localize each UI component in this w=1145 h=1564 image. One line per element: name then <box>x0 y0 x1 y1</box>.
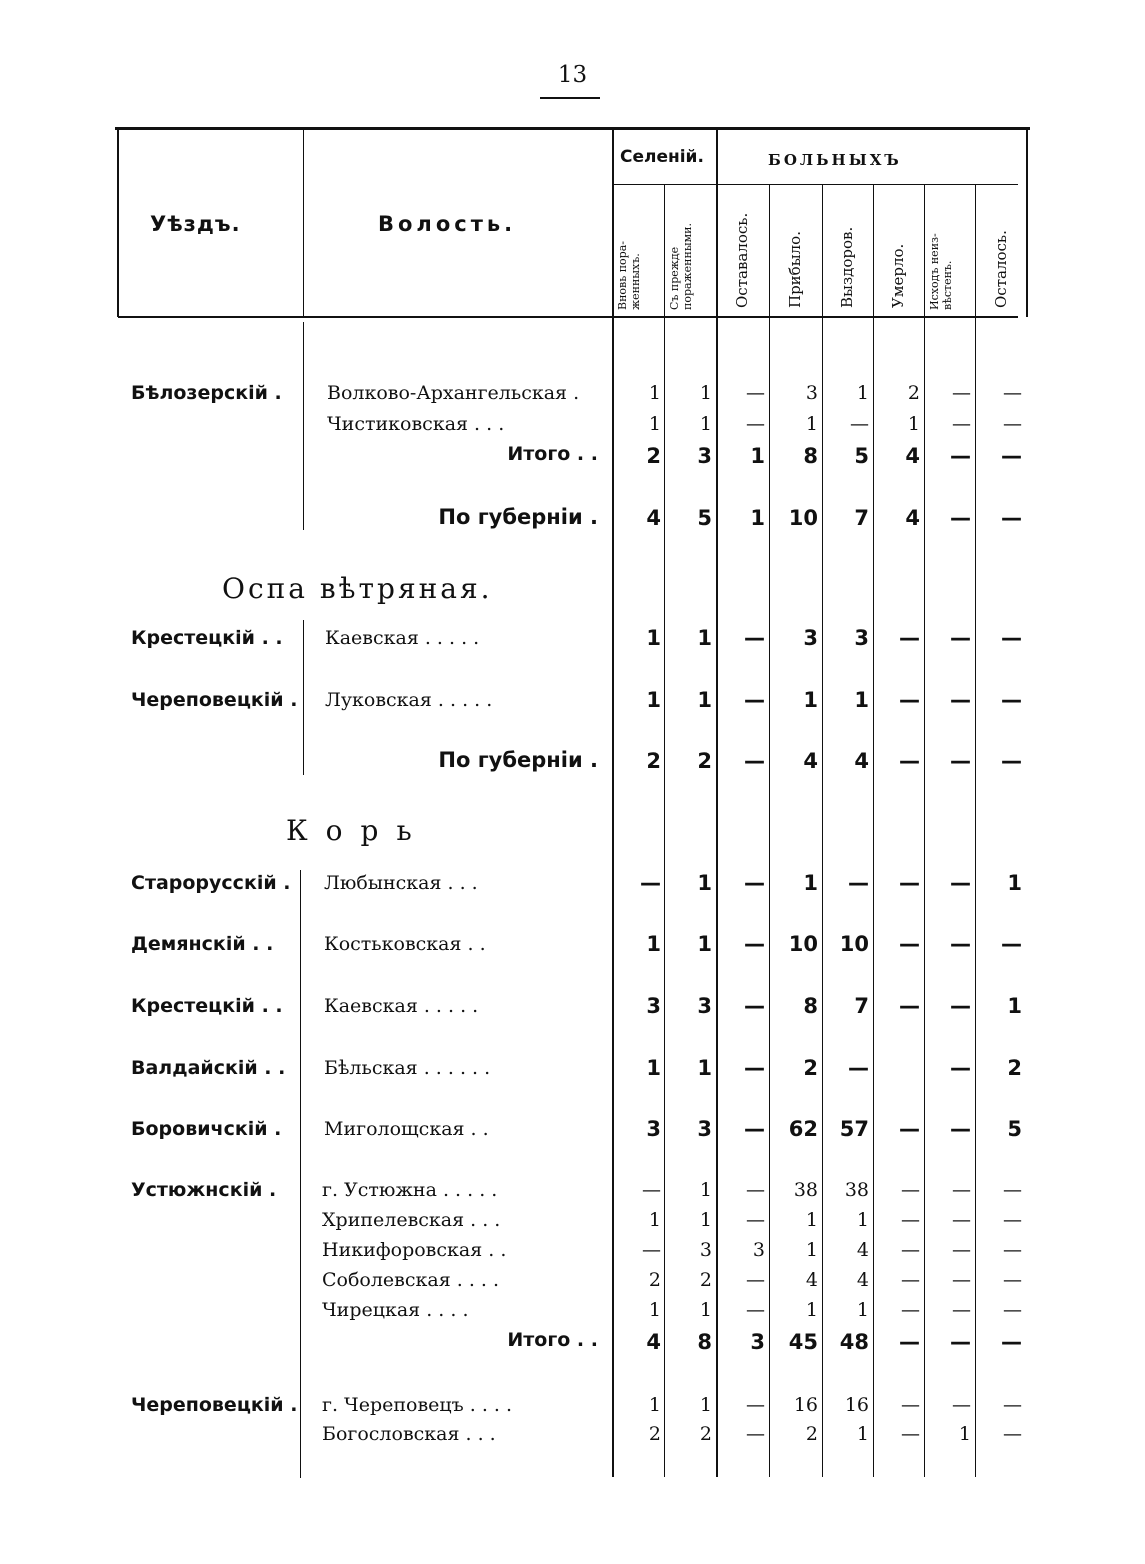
value-cell: — <box>899 626 920 650</box>
value-cell: 4 <box>854 749 869 773</box>
value-cell: 1 <box>646 626 661 650</box>
value-cell: — <box>744 749 765 773</box>
value-cell: — <box>899 1330 920 1354</box>
value-cell: 3 <box>805 382 818 404</box>
value-cell: 1 <box>646 932 661 956</box>
value-cell: 1 <box>646 688 661 712</box>
value-cell: 1 <box>699 1179 712 1201</box>
value-cell: 7 <box>854 994 869 1018</box>
value-cell: 1 <box>854 688 869 712</box>
value-cell: — <box>950 626 971 650</box>
value-cell: 10 <box>839 932 869 956</box>
value-cell: — <box>848 1056 869 1080</box>
value-cell: 1 <box>648 1209 661 1231</box>
value-cell: 4 <box>805 1269 818 1291</box>
page-number: 13 <box>557 62 588 88</box>
value-cell: — <box>746 1423 765 1445</box>
value-cell: — <box>746 1269 765 1291</box>
value-cell: 5 <box>697 506 712 530</box>
header-bolnykh: больныхъ <box>768 145 902 171</box>
volost-cell: Каевская . . . . . <box>324 995 479 1017</box>
volost-cell: Хрипелевская . . . <box>322 1209 501 1231</box>
value-cell: 1 <box>907 413 920 435</box>
volost-cell: Костьковская . . <box>324 933 486 955</box>
value-cell: 1 <box>697 626 712 650</box>
value-cell: — <box>899 994 920 1018</box>
value-cell: — <box>1003 413 1022 435</box>
uezd-cell: Демянскій . . <box>131 933 274 955</box>
value-cell: 1 <box>856 1209 869 1231</box>
value-cell: — <box>1001 1330 1022 1354</box>
total-label: Итого . . <box>507 443 598 465</box>
value-cell: — <box>744 1056 765 1080</box>
volost-cell: Луковская . . . . . <box>325 689 493 711</box>
value-cell: 3 <box>803 626 818 650</box>
uezd-cell: Крестецкій . . <box>131 627 283 649</box>
value-cell: 2 <box>803 1056 818 1080</box>
value-cell: 38 <box>844 1179 869 1201</box>
volost-cell: Богословская . . . <box>322 1423 496 1445</box>
value-cell: — <box>1003 382 1022 404</box>
value-cell: 1 <box>805 413 818 435</box>
value-cell: — <box>848 871 869 895</box>
header-col-4: Прибыло. <box>786 231 804 308</box>
value-cell: — <box>952 1239 971 1261</box>
section-title-ospa: Оспа вѣтряная. <box>222 572 493 605</box>
value-cell: — <box>899 1117 920 1141</box>
value-cell: 5 <box>1007 1117 1022 1141</box>
value-cell: — <box>744 871 765 895</box>
value-cell: — <box>1001 932 1022 956</box>
value-cell: 1 <box>805 1209 818 1231</box>
value-cell: — <box>952 1394 971 1416</box>
page-number-rule <box>540 97 600 99</box>
volost-cell: Чирецкая . . . . <box>322 1299 469 1321</box>
header-bottom-rule <box>118 316 1018 318</box>
value-cell: 4 <box>856 1239 869 1261</box>
value-cell: 7 <box>854 506 869 530</box>
uezd-cell: Старорусскій . <box>131 872 291 894</box>
header-col-7: Исходъ неиз- вѣстенъ. <box>928 233 954 310</box>
value-cell: — <box>952 1269 971 1291</box>
value-cell: 1 <box>699 1209 712 1231</box>
value-cell: 1 <box>1007 994 1022 1018</box>
header-uezd: Уѣздъ. <box>150 212 241 236</box>
value-cell: 5 <box>854 444 869 468</box>
value-cell: — <box>1003 1423 1022 1445</box>
value-cell: 1 <box>648 413 661 435</box>
value-cell: — <box>850 413 869 435</box>
value-cell: 2 <box>648 1423 661 1445</box>
value-cell: — <box>642 1179 661 1201</box>
value-cell: 8 <box>803 994 818 1018</box>
value-cell: 1 <box>646 1056 661 1080</box>
value-cell: 4 <box>803 749 818 773</box>
value-cell: — <box>950 749 971 773</box>
header-col-1: Вновь пора- женныхъ. <box>616 241 642 310</box>
value-cell: 1 <box>648 1394 661 1416</box>
header-volost: Волость. <box>378 212 517 236</box>
value-cell: 1 <box>856 1299 869 1321</box>
value-cell: 1 <box>699 1394 712 1416</box>
value-cell: 3 <box>697 1117 712 1141</box>
value-cell: 57 <box>839 1117 869 1141</box>
value-cell: 4 <box>905 506 920 530</box>
value-cell: 3 <box>646 994 661 1018</box>
uezd-volost-divider-body2 <box>303 620 304 775</box>
value-cell: — <box>901 1394 920 1416</box>
uezd-cell: Бѣлозерскій . <box>131 382 282 404</box>
value-cell: 2 <box>646 749 661 773</box>
header-col-6: Умерло. <box>889 243 907 308</box>
section-title-kor: Корь <box>286 814 430 847</box>
value-cell: — <box>950 1056 971 1080</box>
value-cell: 3 <box>854 626 869 650</box>
value-cell: — <box>746 413 765 435</box>
value-cell: — <box>1001 688 1022 712</box>
value-cell: — <box>1001 749 1022 773</box>
value-cell: — <box>950 932 971 956</box>
volost-cell: Бѣльская . . . . . . <box>324 1057 491 1079</box>
uezd-volost-divider <box>303 129 304 317</box>
value-cell: — <box>1001 444 1022 468</box>
value-cell: — <box>746 382 765 404</box>
uezd-cell: Валдайскій . . <box>131 1057 286 1079</box>
value-cell: 2 <box>646 444 661 468</box>
value-cell: — <box>952 1209 971 1231</box>
value-cell: — <box>899 932 920 956</box>
total-label: По губерніи . <box>438 505 598 529</box>
value-cell: 8 <box>697 1330 712 1354</box>
volost-cell: г. Устюжна . . . . . <box>322 1179 498 1201</box>
value-cell: — <box>950 506 971 530</box>
volost-cell: Никифоровская . . <box>322 1239 507 1261</box>
volost-cell: Чистиковская . . . <box>327 413 505 435</box>
value-cell: — <box>952 1179 971 1201</box>
value-cell: 4 <box>905 444 920 468</box>
uezd-volost-divider-body <box>303 322 304 530</box>
value-cell: — <box>640 871 661 895</box>
value-cell: 1 <box>699 413 712 435</box>
value-cell: 4 <box>646 506 661 530</box>
header-seleniy: Селеній. <box>620 147 704 167</box>
value-cell: — <box>899 749 920 773</box>
value-cell: 10 <box>788 932 818 956</box>
value-cell: 48 <box>839 1330 869 1354</box>
value-cell: — <box>1001 626 1022 650</box>
value-cell: 2 <box>805 1423 818 1445</box>
value-cell: — <box>950 688 971 712</box>
volost-cell: Соболевская . . . . <box>322 1269 500 1291</box>
value-cell: 1 <box>805 1299 818 1321</box>
volost-cell: Миголощская . . <box>324 1118 489 1140</box>
value-cell: 2 <box>699 1269 712 1291</box>
value-cell: 2 <box>699 1423 712 1445</box>
volost-cell: Любынская . . . <box>324 872 478 894</box>
value-cell: — <box>1003 1299 1022 1321</box>
value-cell: — <box>901 1423 920 1445</box>
volost-cell: Каевская . . . . . <box>325 627 480 649</box>
value-cell: — <box>899 871 920 895</box>
value-cell: 62 <box>788 1117 818 1141</box>
value-cell: 1 <box>699 382 712 404</box>
uezd-cell: Боровичскій . <box>131 1118 282 1140</box>
value-cell: 3 <box>697 444 712 468</box>
value-cell: 38 <box>793 1179 818 1201</box>
value-cell: — <box>950 1330 971 1354</box>
value-cell: 1 <box>803 688 818 712</box>
value-cell: — <box>1003 1394 1022 1416</box>
value-cell: — <box>744 1117 765 1141</box>
value-cell: — <box>1003 1239 1022 1261</box>
value-cell: — <box>901 1209 920 1231</box>
value-cell: — <box>952 382 971 404</box>
value-cell: — <box>746 1299 765 1321</box>
value-cell: — <box>744 626 765 650</box>
header-col-3: Оставалось. <box>733 212 751 308</box>
value-cell: 1 <box>648 382 661 404</box>
value-cell: — <box>899 688 920 712</box>
uezd-cell: Череповецкій . <box>131 689 298 711</box>
value-cell: 1 <box>958 1423 971 1445</box>
value-cell: — <box>746 1209 765 1231</box>
value-cell: 1 <box>750 444 765 468</box>
value-cell: 1 <box>699 1299 712 1321</box>
value-cell: — <box>744 932 765 956</box>
value-cell: — <box>1001 506 1022 530</box>
value-cell: 1 <box>856 382 869 404</box>
value-cell: 3 <box>697 994 712 1018</box>
header-col-8: Осталось. <box>992 230 1010 308</box>
value-cell: — <box>642 1239 661 1261</box>
uezd-cell: Крестецкій . . <box>131 995 283 1017</box>
value-cell: 10 <box>788 506 818 530</box>
value-cell: — <box>746 1394 765 1416</box>
value-cell: 1 <box>750 506 765 530</box>
value-cell: 1 <box>1007 871 1022 895</box>
uezd-cell: Череповецкій . <box>131 1394 298 1416</box>
value-cell: 8 <box>803 444 818 468</box>
value-cell: — <box>950 871 971 895</box>
value-cell: — <box>901 1299 920 1321</box>
value-cell: 2 <box>1007 1056 1022 1080</box>
value-cell: 4 <box>646 1330 661 1354</box>
value-cell: 16 <box>844 1394 869 1416</box>
value-cell: 16 <box>793 1394 818 1416</box>
volost-cell: Волково-Архангельская . <box>327 382 580 404</box>
value-cell: — <box>952 1299 971 1321</box>
value-cell: 4 <box>856 1269 869 1291</box>
volost-cell: г. Череповецъ . . . . <box>322 1394 513 1416</box>
header-col-5: Выздоров. <box>838 226 856 308</box>
value-cell: — <box>901 1269 920 1291</box>
value-cell: 1 <box>805 1239 818 1261</box>
bolnykh-underline <box>718 184 1018 185</box>
uezd-volost-divider-body3 <box>300 870 301 1478</box>
value-cell: 2 <box>907 382 920 404</box>
value-cell: 1 <box>648 1299 661 1321</box>
left-border <box>117 129 119 317</box>
value-cell: — <box>950 1117 971 1141</box>
value-cell: — <box>1003 1209 1022 1231</box>
value-cell: 3 <box>646 1117 661 1141</box>
value-cell: — <box>1003 1179 1022 1201</box>
header-col-2: Съ прежде пораженными. <box>668 223 694 310</box>
value-cell: — <box>746 1179 765 1201</box>
value-cell: 1 <box>697 1056 712 1080</box>
total-label: По губерніи . <box>438 748 598 772</box>
value-cell: 3 <box>752 1239 765 1261</box>
table-top-rule <box>115 127 1030 130</box>
total-label: Итого . . <box>507 1329 598 1351</box>
right-border <box>1026 129 1028 317</box>
value-cell: 1 <box>856 1423 869 1445</box>
value-cell: 3 <box>699 1239 712 1261</box>
uezd-cell: Устюжнскій . <box>131 1179 277 1201</box>
value-cell: — <box>950 994 971 1018</box>
value-cell: — <box>901 1179 920 1201</box>
value-cell: — <box>901 1239 920 1261</box>
value-cell: 1 <box>697 932 712 956</box>
value-cell: 1 <box>803 871 818 895</box>
value-cell: 2 <box>697 749 712 773</box>
value-cell: — <box>1003 1269 1022 1291</box>
value-cell: — <box>952 413 971 435</box>
value-cell: — <box>744 994 765 1018</box>
value-cell: — <box>744 688 765 712</box>
value-cell: — <box>950 444 971 468</box>
value-cell: 45 <box>788 1330 818 1354</box>
value-cell: 1 <box>697 688 712 712</box>
value-cell: 2 <box>648 1269 661 1291</box>
value-cell: 1 <box>697 871 712 895</box>
value-cell: 3 <box>750 1330 765 1354</box>
